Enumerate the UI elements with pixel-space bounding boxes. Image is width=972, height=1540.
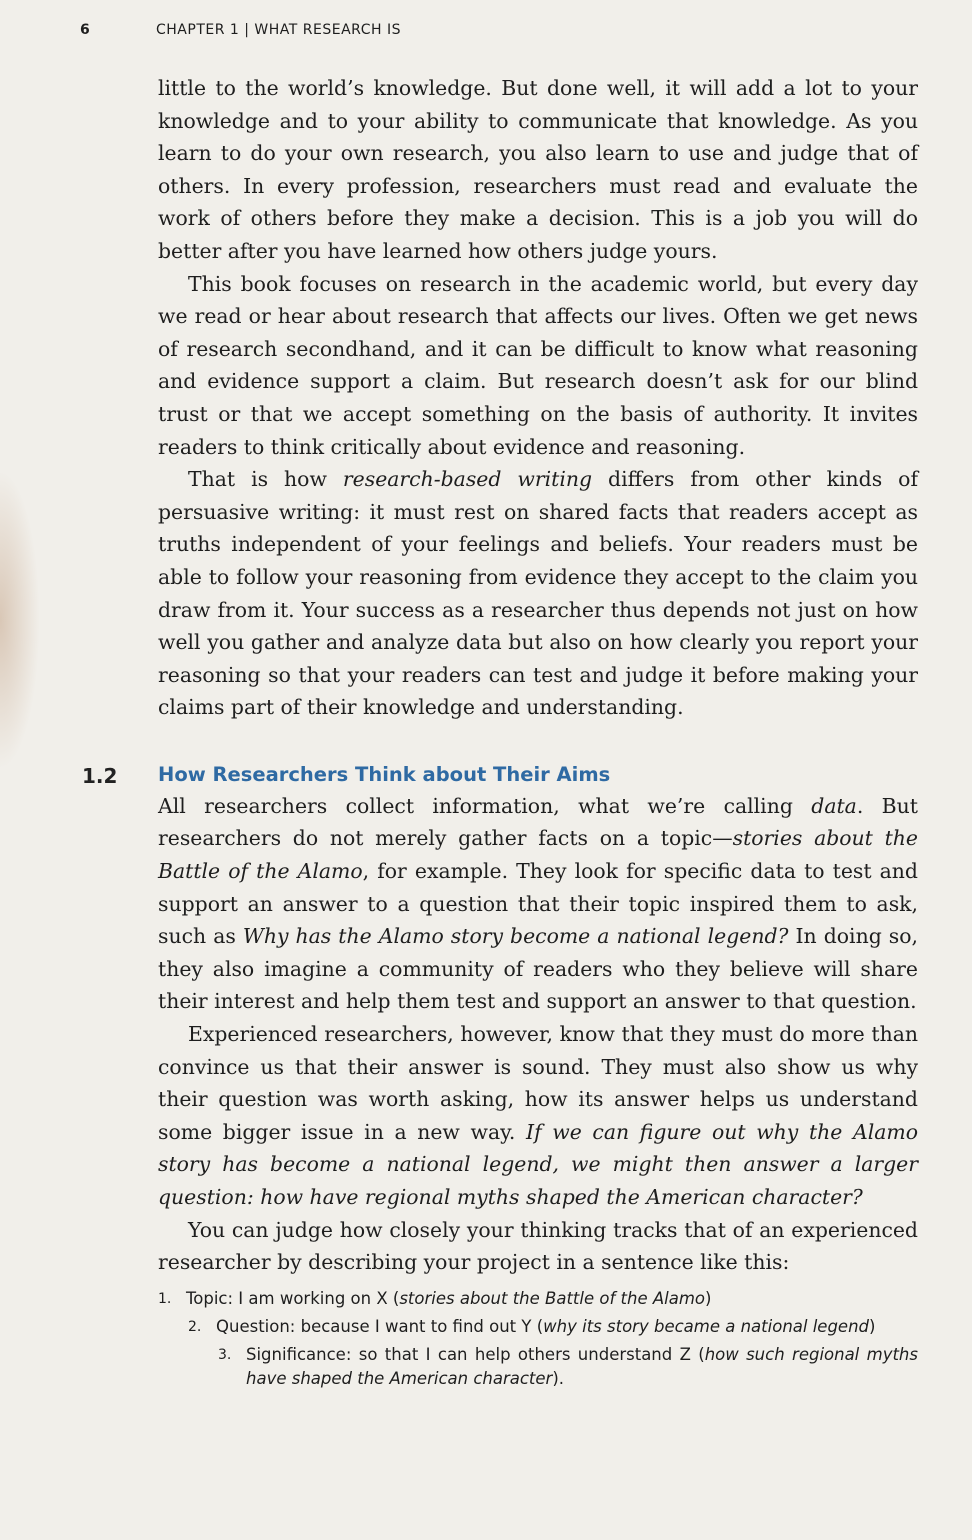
emphasis-term: Why has the Alamo story become a national legend? xyxy=(242,924,789,949)
text-run: In doing so, they also imagine a community of readers who they believe will share their interest and help them test and support an answer to that question. xyxy=(158,924,919,1014)
list-item xyxy=(218,1343,918,1391)
text-run: ). xyxy=(552,1368,565,1388)
text-run: All researchers collect information, what we’re calling xyxy=(158,793,812,818)
page-edge-shadow xyxy=(0,470,40,770)
paragraph-3 xyxy=(158,463,918,724)
list-number: 3. xyxy=(218,1346,232,1363)
list-number: 1. xyxy=(158,1290,172,1307)
page-header xyxy=(80,22,932,42)
text-run: That is how xyxy=(188,467,343,492)
paragraph-6: You can judge how closely your thinking tracks that of an experienced researcher by describing your project in a sentence like this: xyxy=(158,1217,918,1275)
list-item xyxy=(188,1315,918,1339)
paragraph-4 xyxy=(158,790,918,1018)
emphasis-term: If we can figure out why the Alamo story has become a national legend, we might then answer a larger question: how have regional myths shaped the American character? xyxy=(158,1119,918,1209)
running-head: CHAPTER 1 | WHAT RESEARCH IS xyxy=(156,22,401,38)
paragraph-2: This book focuses on research in the academic world, but every day we read or hear about research that affects our lives. Often we get news of research secondhand, and it can be difficult to know what reasoning and evidence support a claim. But research doesn’t ask for our blind trust or that we accept something on the basis of authority. It invites readers to think critically about evidence and reasoning. xyxy=(158,271,918,459)
paragraph-1: little to the world’s knowledge. But done well, it will add a lot to your knowledge and to your ability to communicate that knowledge. As you learn to do your own research, you also learn to use and judge that of others. In every profession, researchers must read and evaluate the work of others before they make a decision. This is a job you will do better after you have learned how others judge yours. xyxy=(158,76,918,263)
text-run: ) xyxy=(869,1316,876,1336)
list-text xyxy=(246,1343,918,1391)
text-run: Topic: I am working on X ( xyxy=(186,1288,400,1308)
page-number: 6 xyxy=(80,22,91,38)
numbered-list xyxy=(158,1287,918,1391)
text-run: Experienced researchers, however, know that they must do more than convince us that their answer is sound. They must also show us why their question was worth asking, how its answer helps us understand some bigger issue in a new way. xyxy=(158,1022,918,1144)
emphasis-term: data xyxy=(811,793,857,818)
list-number: 2. xyxy=(188,1318,202,1335)
paragraph-5 xyxy=(158,1018,918,1214)
emphasis-term: how such regional myths have shaped the American character xyxy=(246,1344,918,1388)
list-item xyxy=(158,1287,918,1311)
section-heading xyxy=(82,760,918,790)
emphasis-term: research-based writing xyxy=(342,467,593,492)
text-run: ) xyxy=(705,1288,712,1308)
list-text xyxy=(216,1315,918,1339)
text-run: Question: because I want to find out Y ( xyxy=(216,1316,544,1336)
text-run: . But researchers do not merely gather facts on a topic— xyxy=(158,793,918,851)
emphasis-term: stories about the Battle of the Alamo xyxy=(399,1288,705,1308)
text-run: , for example. They look for specific data to test and support an answer to a question that their topic inspired them to ask, such as xyxy=(158,859,918,949)
emphasis-term: why its story became a national legend xyxy=(543,1316,870,1336)
list-text xyxy=(186,1287,918,1311)
section-title: How Researchers Think about Their Aims xyxy=(158,762,611,786)
text-run: Significance: so that I can help others understand Z ( xyxy=(246,1344,705,1364)
body-text xyxy=(82,72,919,1395)
emphasis-term: stories about the Battle of the Alamo xyxy=(158,826,918,884)
text-run: differs from other kinds of persuasive writing: it must rest on shared facts that readers accept as truths independent of your feelings and beliefs. Your readers must be able to follow your reasoning from evidence they accept to the claim you draw from it. Your success as a researcher thus depends not just on how well you gather and analyze data but also on how clearly you report your reasoning so that your readers can test and judge it before making your claims part of their knowledge and understanding. xyxy=(158,467,919,720)
section-number: 1.2 xyxy=(82,763,118,788)
